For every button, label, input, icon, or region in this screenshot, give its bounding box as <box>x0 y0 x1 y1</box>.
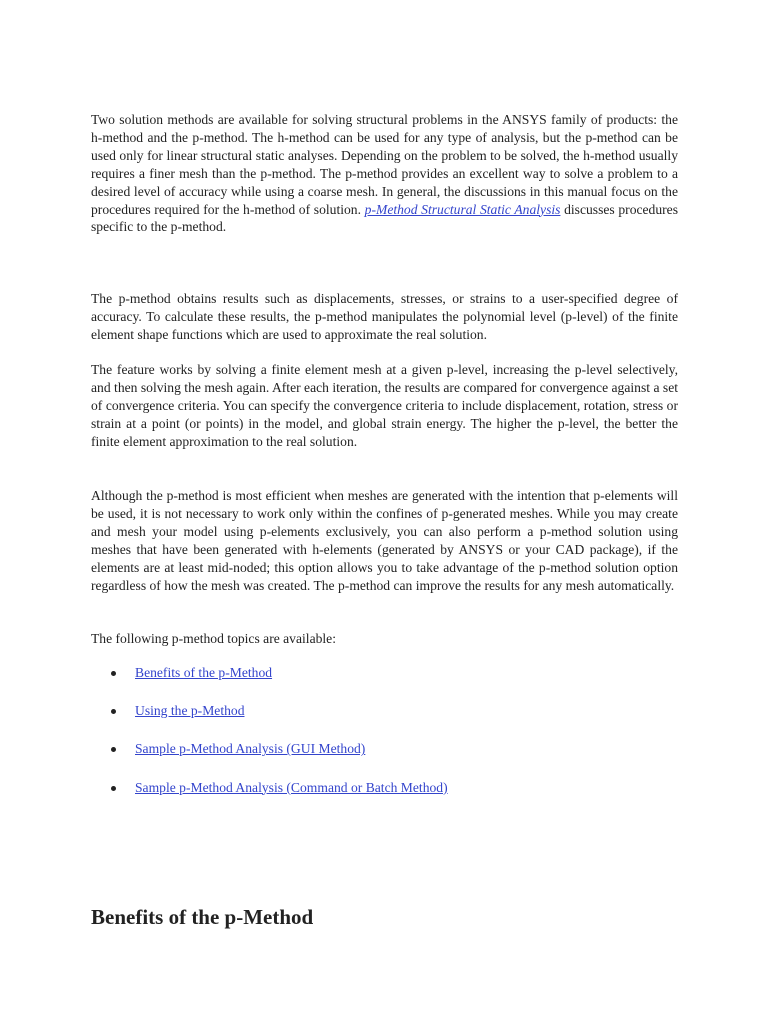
list-item <box>91 740 678 778</box>
topics-list <box>91 664 678 817</box>
benefits-of-p-method-link[interactable]: Benefits of the p-Method <box>135 665 273 680</box>
list-item <box>91 702 678 740</box>
intro-paragraph-text: Two solution methods are available for solving structural problems in the ANSYS family of products: the h-method and the p-method. The h-method can be used for any type of analysis, but the p-method can be used only for linear structural static analyses. Depending on the problem to be solved, the h-method usually requires a finer mesh than the p-method. The p-method provides an excellent way to solve a problem to a desired level of accuracy while using a coarse mesh. In general, the discussions in this manual focus on the procedures required for the h-method of solution. <box>91 112 678 217</box>
sample-gui-method-link[interactable]: Sample p-Method Analysis (GUI Method) <box>135 741 366 757</box>
topics-intro-paragraph: The following p-method topics are available: <box>91 631 336 646</box>
p-method-feature-paragraph: The feature works by solving a finite element mesh at a given p-level, increasing the p-level selectively, and then solving the mesh again. After each iteration, the results are compared for convergence against a set of convergence criteria. You can specify the convergence criteria to include displacement, rotation, stress or strain at a point (or points) in the model, and global strain energy. The higher the p-level, the better the finite element approximation to the real solution. <box>91 362 678 449</box>
bullet-icon <box>111 747 116 752</box>
p-method-results-paragraph: The p-method obtains results such as displacements, stresses, or strains to a user-specified degree of accuracy. To calculate these results, the p-method manipulates the polynomial level (p-level) of the finite element shape functions which are used to approximate the real solution. <box>91 291 678 342</box>
section-heading: Benefits of the p-Method <box>91 905 314 929</box>
list-item <box>91 664 678 702</box>
intro-paragraph <box>91 111 678 236</box>
intro-paragraph-suffix: discusses procedures specific to the p-method. <box>91 201 678 235</box>
p-method-efficiency-paragraph: Although the p-method is most efficient when meshes are generated with the intention that p-elements will be used, it is not necessary to work only within the confines of p-generated meshes. While you may create and mesh your model using p-elements exclusively, you can also perform a p-method solution using meshes that have been generated with h-elements (generated by ANSYS or your CAD package), if the elements are at least mid-noded; this option allows you to take advantage of the p-method solution option regardless of how the mesh was created. The p-method can improve the results for any mesh automatically. <box>91 488 678 593</box>
list-item <box>91 779 678 817</box>
bullet-icon <box>111 671 116 676</box>
bullet-icon <box>111 786 116 791</box>
sample-command-batch-method-link[interactable]: Sample p-Method Analysis (Command or Batch Method) <box>135 779 448 795</box>
using-p-method-link[interactable]: Using the p-Method <box>135 703 245 719</box>
bullet-icon <box>111 709 116 714</box>
p-method-structural-static-analysis-link[interactable]: p-Method Structural Static Analysis <box>364 201 561 217</box>
